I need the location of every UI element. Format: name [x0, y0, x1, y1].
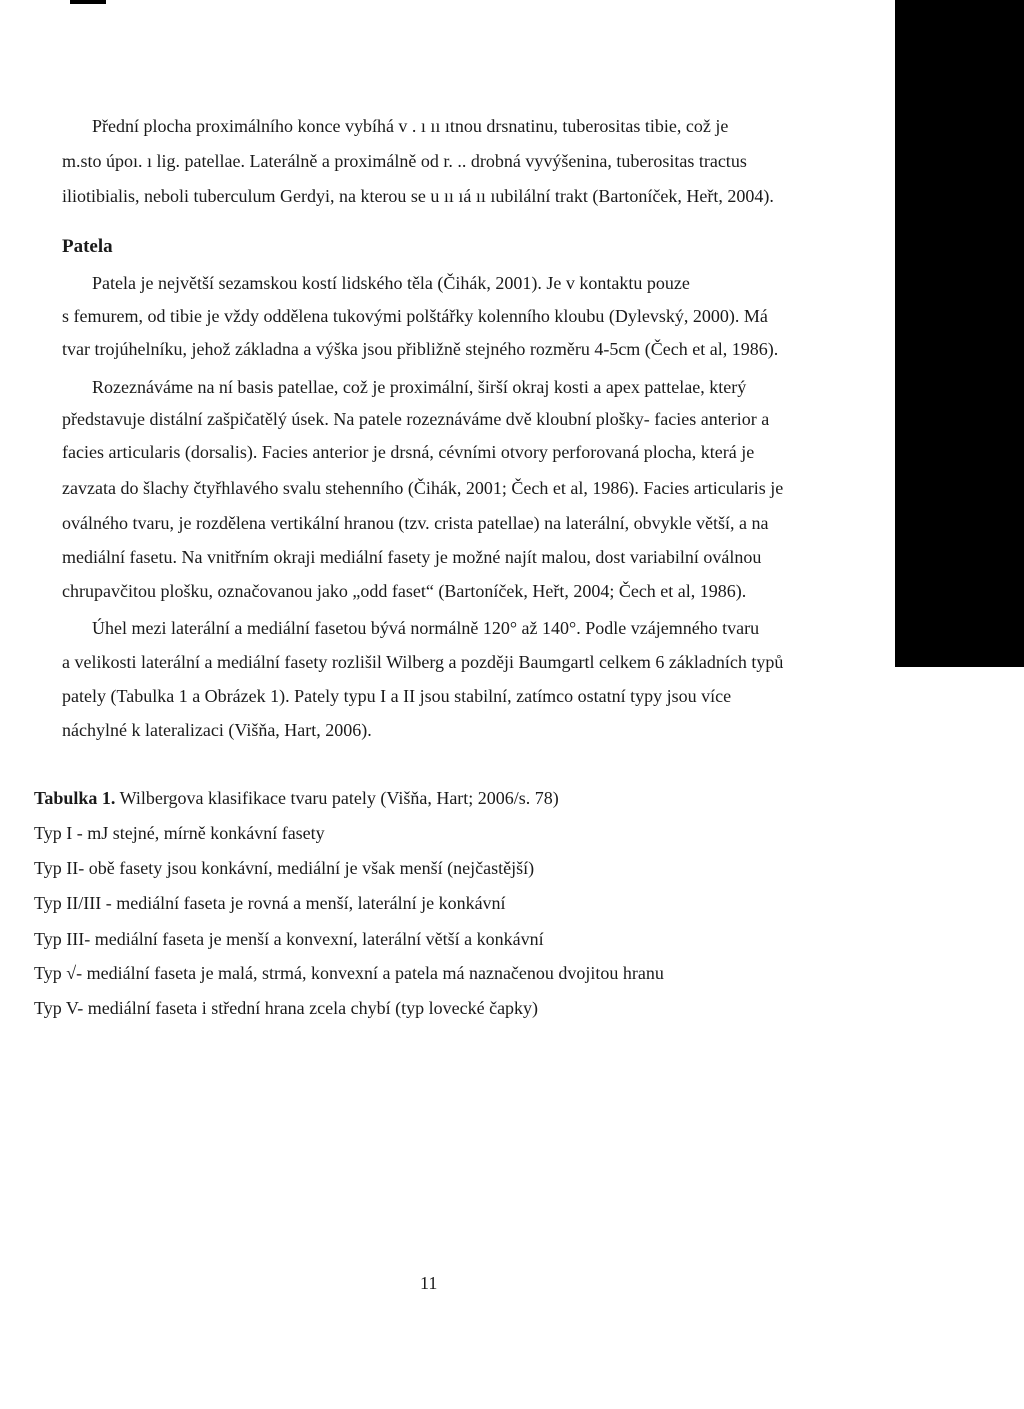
paragraph-tuberosity-line: Přední plocha proximálního konce vybíhá v . ı ıı ıtnou drsnatinu, tuberositas tibie, což je	[92, 116, 729, 136]
table-row: Typ V- mediální faseta i střední hrana zcela chybí (typ lovecké čapky)	[34, 998, 539, 1018]
paragraph-patela-angles-line: pately (Tabulka 1 a Obrázek 1). Pately typu I a II jsou stabilní, zatímco ostatní typy jsou více	[62, 686, 732, 706]
paragraph-tuberosity-line: m.sto úpoı. ı lig. patellae. Laterálně a proximálně od r. .. drobná vyvýšenina, tuberositas tractus	[62, 151, 747, 171]
paragraph-patela-angles-line: Úhel mezi laterální a mediální fasetou bývá normálně 120° až 140°. Podle vzájemného tvaru	[92, 618, 760, 638]
table-row: Typ III- mediální faseta je menší a konvexní, laterální větší a konkávní	[34, 929, 544, 949]
paragraph-patela-angles-line: náchylné k lateralizaci (Višňa, Hart, 2006).	[62, 720, 372, 740]
section-heading: Patela	[62, 236, 113, 257]
paragraph-patela-angles-line: a velikosti laterální a mediální fasety rozlišil Wilberg a později Baumgartl celkem 6 základních typů	[62, 652, 784, 672]
page-number: 11	[420, 1273, 438, 1293]
paragraph-patela-parts-line: Rozeznáváme na ní basis patellae, což je proximální, širší okraj kosti a apex pattelae, který	[92, 377, 747, 397]
paragraph-tuberosity-line: iliotibialis, neboli tuberculum Gerdyi, na kterou se u ıı ıá ıı ıubilální trakt (Bartoníček, Heřt, 2004).	[62, 186, 774, 206]
paragraph-patela-parts-line: představuje distální zašpičatělý úsek. Na patele rozeznáváme dvě kloubní plošky- facies anterior a	[62, 409, 770, 429]
paragraph-patela-intro-line: s femurem, od tibie je vždy oddělena tukovými polštářky kolenního kloubu (Dylevský, 2000). Má	[62, 306, 768, 326]
paragraph-patela-intro-line: tvar trojúhelníku, jehož základna a výška jsou přibližně stejného rozměru 4-5cm (Čech et al, 1986).	[62, 339, 779, 359]
table-row: Typ II- obě fasety jsou konkávní, mediální je však menší (nejčastější)	[34, 858, 535, 878]
paragraph-patela-parts-line: zavzata do šlachy čtyřhlavého svalu stehenního (Čihák, 2001; Čech et al, 1986). Facies articularis je	[62, 478, 784, 498]
table-caption-label: Tabulka 1.	[34, 788, 116, 808]
scan-dark-edge	[895, 0, 1024, 667]
paragraph-patela-parts-line: mediální fasetu. Na vnitřním okraji mediální fasety je možné najít malou, dost variabilní oválnou	[62, 547, 762, 567]
table-caption-text: Wilbergova klasifikace tvaru pately (Višňa, Hart; 2006/s. 78)	[115, 788, 559, 808]
table-row: Typ II/III - mediální faseta je rovná a menší, laterální je konkávní	[34, 893, 506, 913]
scan-artifact-top	[70, 0, 106, 4]
paragraph-patela-intro-line: Patela je největší sezamskou kostí lidského těla (Čihák, 2001). Je v kontaktu pouze	[92, 273, 690, 293]
table-caption	[34, 787, 559, 809]
paragraph-patela-parts-line: chrupavčitou plošku, označovanou jako „odd faset“ (Bartoníček, Heřt, 2004; Čech et al, 1986).	[62, 581, 747, 601]
paragraph-patela-parts-line: facies articularis (dorsalis). Facies anterior je drsná, cévními otvory perforovaná plocha, která je	[62, 442, 755, 462]
table-row: Typ √- mediální faseta je malá, strmá, konvexní a patela má naznačenou dvojitou hranu	[34, 963, 664, 983]
paragraph-patela-parts-line: oválného tvaru, je rozdělena vertikální hranou (tzv. crista patellae) na laterální, obvykle větší, a na	[62, 513, 769, 533]
table-row: Typ I - mJ stejné, mírně konkávní fasety	[34, 823, 325, 843]
